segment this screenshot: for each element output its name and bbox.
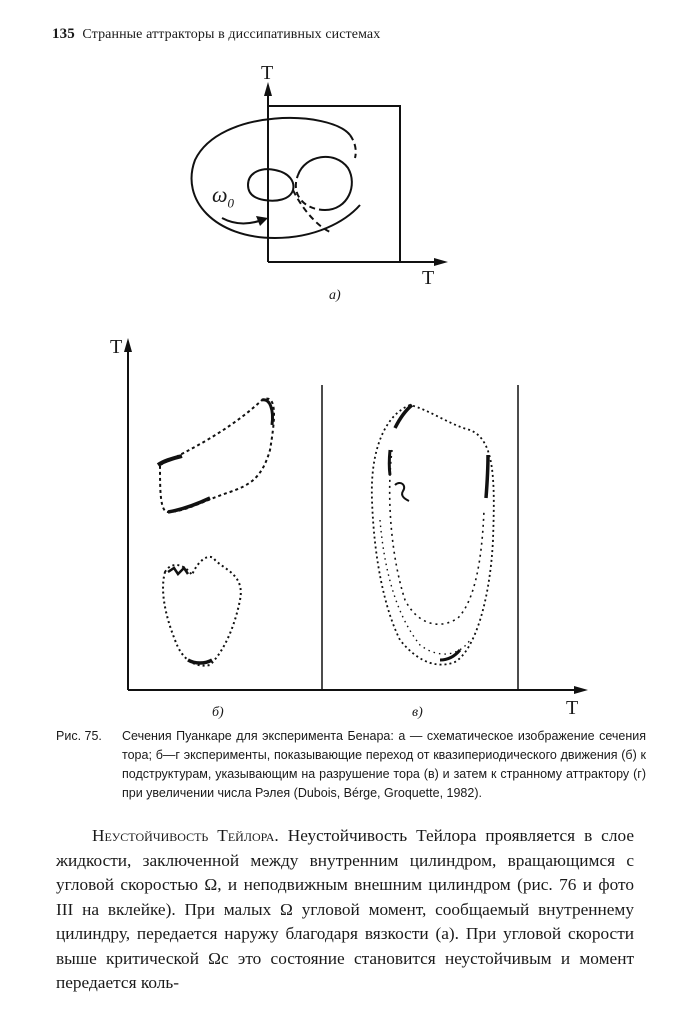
bottom-y-axis-label: T	[110, 336, 123, 358]
omega-symbol: ω	[212, 182, 228, 207]
panel-v-thick-right	[486, 455, 488, 498]
panel-v-curl	[395, 483, 409, 501]
panel-v-thick-left	[389, 450, 390, 475]
panel-b-label: б)	[212, 705, 224, 720]
section-heading: Неустойчивость Тейлора.	[92, 826, 279, 845]
panel-v-poincare-section	[372, 405, 494, 665]
figure-caption	[56, 727, 646, 803]
torus-hole	[248, 169, 293, 201]
torus-dashed-top	[350, 135, 356, 158]
caption-label: Рис. 75.	[56, 729, 102, 743]
bottom-x-arrow	[574, 686, 588, 694]
body-text	[56, 824, 634, 996]
torus-cross-section-solid	[298, 157, 352, 210]
panel-a-x-arrow	[434, 258, 448, 266]
paragraph-text: Неустойчивость Тейлора проявляется в слое жидкости, заключенной между внутренним цилиндром, вращающимся с угловой скоростью Ω, и неподвижным внешним цилиндром (рис. 76 и фото III на вклейке). При малых Ω угловой момент, сообщаемый внутреннему цилиндру, передается наружу благодаря вязкости (а). При угловой скорости выше критической Ωc это состояние становится неустойчивым и момент передается коль-	[56, 826, 634, 992]
panel-v-label: в)	[412, 705, 423, 720]
running-title: Странные аттракторы в диссипативных системах	[82, 27, 381, 42]
bottom-y-arrow	[124, 338, 132, 352]
panel-b-upper-thick-3	[262, 400, 273, 425]
panel-v-thick-bottom	[440, 650, 460, 660]
panel-b-lower-wiggle	[168, 568, 188, 574]
body-paragraph	[56, 824, 634, 996]
page-number: 135	[52, 26, 75, 42]
bottom-x-axis-label: T	[566, 697, 579, 719]
omega-subscript: 0	[227, 195, 235, 211]
rotation-arrow	[222, 218, 262, 224]
omega-label	[212, 182, 234, 211]
panel-b-upper-thick-2	[168, 498, 210, 512]
panel-b-lower-loop	[163, 557, 241, 666]
panel-b-poincare-section	[158, 399, 274, 666]
panel-v-thick-top	[395, 405, 412, 428]
panel-v-inner-loop-2	[380, 520, 470, 654]
panel-v-inner-loop	[390, 450, 484, 624]
panel-a-x-axis-label: T	[422, 267, 435, 289]
panels-bv-axes	[124, 338, 588, 694]
panel-a-label: а)	[329, 288, 341, 303]
torus-outline	[192, 118, 360, 238]
panel-a-y-axis-label: T	[261, 62, 274, 84]
panel-a-section-plane	[268, 106, 400, 262]
torus-cross-section-dashed	[296, 175, 325, 210]
panel-b-lower-thick	[188, 660, 212, 663]
caption-text: Сечения Пуанкаре для эксперимента Бенара: а — схематическое изображение сечения тора; б—г эксперименты, показывающие переход от квазипериодического движения (б) к подструктурам, указывающим на разрушение тора (в) и затем к странному аттрактору (г) при увеличении числа Рэлея (Dubois, Bérge, Groquette, 1982).	[122, 729, 646, 800]
panel-a-schematic	[192, 82, 448, 266]
panel-b-upper-thick-1	[158, 456, 182, 465]
panel-v-outer-loop	[372, 405, 494, 665]
